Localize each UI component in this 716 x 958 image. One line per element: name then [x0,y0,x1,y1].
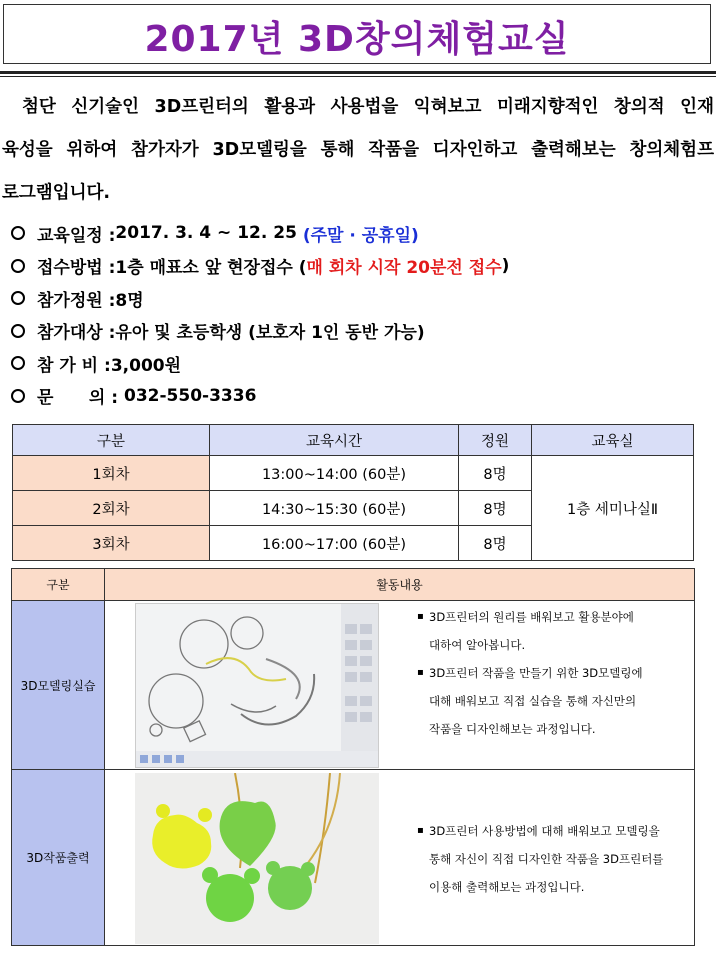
content-cell [105,770,695,946]
info-fee [11,347,711,380]
contact-label: 문 의 : [37,388,124,409]
hollow-circle-bullet-icon [11,356,25,370]
bullet-continuation: 대해 배워보고 직접 실습을 통해 자신만의 [429,694,637,708]
bullet-continuation: 대하여 알아봅니다. [429,638,526,652]
header-content: 활동내용 [105,569,695,601]
info-contact [11,380,711,413]
modeling-screenshot-image [136,604,378,767]
printing-description [417,817,707,901]
header-session: 구분 [13,425,210,456]
content-cell [105,601,695,770]
schedule-table [12,424,694,561]
bullet-continuation: 통해 자신이 직접 디자인한 작품을 3D프린터를 [429,852,664,866]
contact-value: 032-550-3336 [124,385,257,406]
method-value: 1층 매표소 앞 현장접수 ( [115,258,307,279]
table-row [12,770,695,946]
session-cell: 2회차 [13,491,210,526]
intro-line-2: 육성을 위하여 참가자가 3D모델링을 통해 작품을 디자인하고 출력해보는 창의체험프 [2,140,714,160]
hollow-circle-bullet-icon [11,324,25,338]
info-target [11,315,711,348]
table-header-row [12,569,695,601]
info-schedule [11,217,711,250]
hollow-circle-bullet-icon [11,259,25,273]
page-title: 2017년 3D창의체험교실 [144,19,570,60]
hollow-circle-bullet-icon [11,291,25,305]
printed-objects-photo [135,773,379,944]
divider-thick [0,71,716,74]
header-room: 교육실 [532,425,694,456]
capacity-cell: 8명 [459,526,532,561]
capacity-label: 참가정원 : [37,290,116,311]
info-method [11,250,711,283]
bullet-line: ▪ 3D프린터 작품을 만들기 위한 3D모델링에 [417,659,697,687]
method-close: ) [501,255,510,276]
bullet-continuation: 작품을 디자인해보는 과정입니다. [429,722,596,736]
capacity-value: 8명 [115,290,144,311]
printed-objects-image [135,773,379,944]
intro-paragraph [2,86,714,215]
category-cell: 3D작품출력 [12,770,105,946]
intro-line-3: 로그램입니다. [2,183,111,203]
method-label: 접수방법 : [37,258,116,279]
time-cell: 16:00~17:00 (60분) [210,526,459,561]
bullet-continuation: 이용해 출력해보는 과정입니다. [429,880,585,894]
table-row [12,601,695,770]
modeling-description [417,603,697,743]
schedule-label: 교육일정 : [37,225,116,246]
header-category: 구분 [12,569,105,601]
title-box [3,4,711,64]
schedule-value: 2017. 3. 4 ~ 12. 25 [115,223,303,244]
header-capacity: 정원 [459,425,532,456]
intro-line-1: 첨단 신기술인 3D프린터의 활용과 사용법을 익혀보고 미래지향적인 창의적 인재 [22,97,714,117]
capacity-cell: 8명 [459,456,532,491]
bullet-line: ▪ 3D프린터의 원리를 배워보고 활용분야에 [417,603,697,631]
capacity-cell: 8명 [459,491,532,526]
table-row [13,456,694,491]
target-value: 유아 및 초등학생 (보호자 1인 동반 가능) [115,323,425,344]
target-label: 참가대상 : [37,323,116,344]
divider-thin [0,76,716,77]
table-header-row [13,425,694,456]
activity-table [11,568,695,946]
session-cell: 1회차 [13,456,210,491]
time-cell: 14:30~15:30 (60분) [210,491,459,526]
room-cell: 1층 세미나실Ⅱ [532,456,694,561]
fee-label: 참 가 비 : [37,355,111,376]
fee-value: 3,000원 [110,355,182,376]
hollow-circle-bullet-icon [11,389,25,403]
modeling-software-screenshot [135,603,379,768]
time-cell: 13:00~14:00 (60분) [210,456,459,491]
category-cell: 3D모델링실습 [12,601,105,770]
info-list [11,217,711,412]
session-cell: 3회차 [13,526,210,561]
header-time: 교육시간 [210,425,459,456]
info-capacity [11,282,711,315]
schedule-note: (주말 · 공휴일) [302,225,419,246]
method-note: 매 회차 시작 20분전 접수 [306,258,502,279]
bullet-line: ▪ 3D프린터 사용방법에 대해 배워보고 모델링을 [417,817,707,845]
hollow-circle-bullet-icon [11,226,25,240]
